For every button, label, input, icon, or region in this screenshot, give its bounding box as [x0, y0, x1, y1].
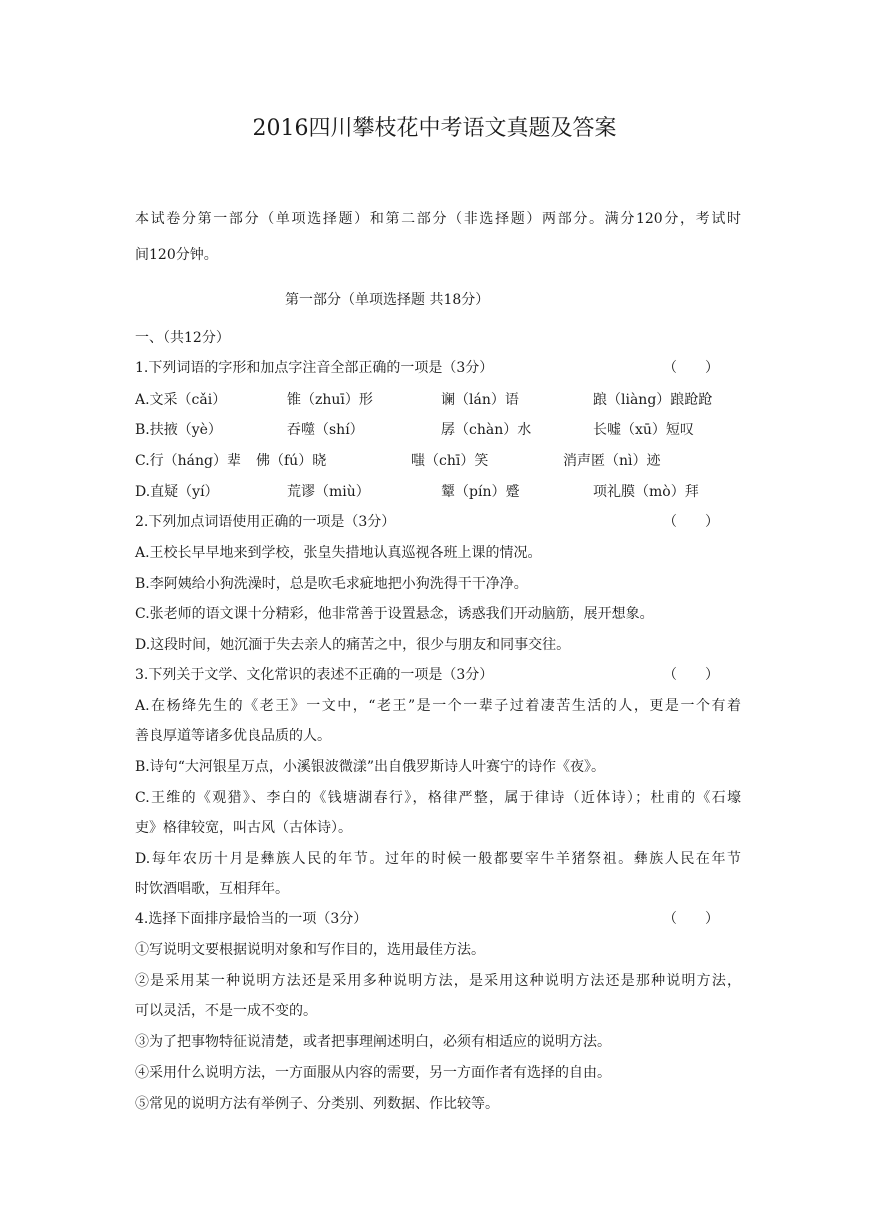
q1-answer-blank: （ ） — [663, 360, 719, 376]
q1-c-item-3: 嗤（chī）笑 — [411, 453, 489, 469]
q1-b-item-4: 长嘘（xū）短叹 — [593, 422, 694, 438]
q2-option-b: B.李阿姨给小狗洗澡时，总是吹毛求疵地把小狗洗得干干净净。 — [135, 576, 528, 592]
q1-a-item-2: 锥（zhuī）形 — [287, 392, 373, 408]
q2-option-c: C.张老师的语文课十分精彩，他非常善于设置悬念，诱惑我们开动脑筋，展开想象。 — [135, 606, 654, 622]
q4-sentence-3: ③为了把事物特征说清楚，或者把事理阐述明白，必须有相适应的说明方法。 — [135, 1034, 611, 1050]
q1-c-item-4: 消声匿（nì）迹 — [563, 453, 661, 469]
q1-b-item-2: 吞噬（shí） — [287, 422, 364, 438]
q2-option-a: A.王校长早早地来到学校，张皇失措地认真巡视各班上课的情况。 — [135, 545, 542, 561]
q2-answer-blank: （ ） — [663, 514, 719, 530]
q1-d-item-3: 颦（pín）蹙 — [441, 484, 520, 500]
q3-option-a-line-1: A.在杨绛先生的《老王》一文中，“老王”是一个一辈子过着凄苦生活的人，更是一个有着 — [135, 698, 741, 714]
q3-stem: 3.下列关于文学、文化常识的表述不正确的一项是（3分） — [135, 667, 494, 683]
q1-a-item-1: A.文采（cǎi） — [135, 392, 227, 408]
q4-sentence-2-line-2: 可以灵活，不是一成不变的。 — [135, 1003, 317, 1019]
q4-sentence-2-line-1: ②是采用某一种说明方法还是采用多种说明方法，是采用这种说明方法还是那种说明方法， — [135, 973, 741, 989]
q4-sentence-5: ⑤常见的说明方法有举例子、分类别、列数据、作比较等。 — [135, 1096, 499, 1112]
q1-c-item-2: 佛（fú）晓 — [256, 453, 327, 469]
q1-a-item-3: 谰（lán）语 — [441, 392, 519, 408]
q3-answer-blank: （ ） — [663, 667, 719, 683]
q2-stem: 2.下列加点词语使用正确的一项是（3分） — [135, 514, 396, 530]
q1-d-item-1: D.直疑（yí） — [135, 484, 219, 500]
q1-stem: 1.下列词语的字形和加点字注音全部正确的一项是（3分） — [135, 360, 494, 376]
q3-option-c-line-2: 吏》格律较宽，叫古风（古体诗）。 — [135, 820, 352, 836]
q2-option-d: D.这段时间，她沉湎于失去亲人的痛苦之中，很少与朋友和同事交往。 — [135, 637, 571, 653]
q4-sentence-1: ①写说明文要根据说明对象和写作目的，选用最佳方法。 — [135, 942, 485, 958]
q4-stem: 4.选择下面排序最恰当的一项（3分） — [135, 911, 368, 927]
q3-option-c-line-1: C.王维的《观猎》、李白的《钱塘湖春行》，格律严整，属于律诗（近体诗）；杜甫的《石壕 — [135, 790, 741, 806]
q1-a-item-4: 踉（liàng）踉跄跄 — [593, 392, 713, 408]
q4-sentence-4: ④采用什么说明方法，一方面服从内容的需要，另一方面作者有选择的自由。 — [135, 1065, 611, 1081]
q1-b-item-1: B.扶掖（yè） — [135, 422, 222, 438]
q1-d-item-4: 项礼膜（mò）拜 — [593, 484, 699, 500]
q1-d-item-2: 荒谬（miù） — [287, 484, 370, 500]
q3-option-b: B.诗句“大河银星万点，小溪银波微漾”出自俄罗斯诗人叶赛宁的诗作《夜》。 — [135, 759, 606, 775]
section1-heading: 一、（共12分） — [135, 330, 230, 346]
q4-answer-blank: （ ） — [663, 911, 719, 927]
q3-option-a-line-2: 善良厚道等诸多优良品质的人。 — [135, 728, 331, 744]
q3-option-d-line-2: 时饮酒唱歌，互相拜年。 — [135, 881, 289, 897]
q1-c-item-1: C.行（háng）辈 — [135, 453, 242, 469]
q3-option-d-line-1: D.每年农历十月是彝族人民的年节。过年的时候一般都要宰牛羊猪祭祖。彝族人民在年节 — [135, 851, 741, 867]
q1-b-item-3: 孱（chàn）水 — [441, 422, 532, 438]
intro-line-2: 间120分钟。 — [135, 247, 218, 263]
document-title: 2016四川攀枝花中考语文真题及答案 — [252, 116, 617, 141]
intro-line-1: 本试卷分第一部分（单项选择题）和第二部分（非选择题）两部分。满分120分，考试时 — [135, 211, 741, 227]
part1-heading: 第一部分（单项选择题 共18分） — [285, 292, 490, 308]
